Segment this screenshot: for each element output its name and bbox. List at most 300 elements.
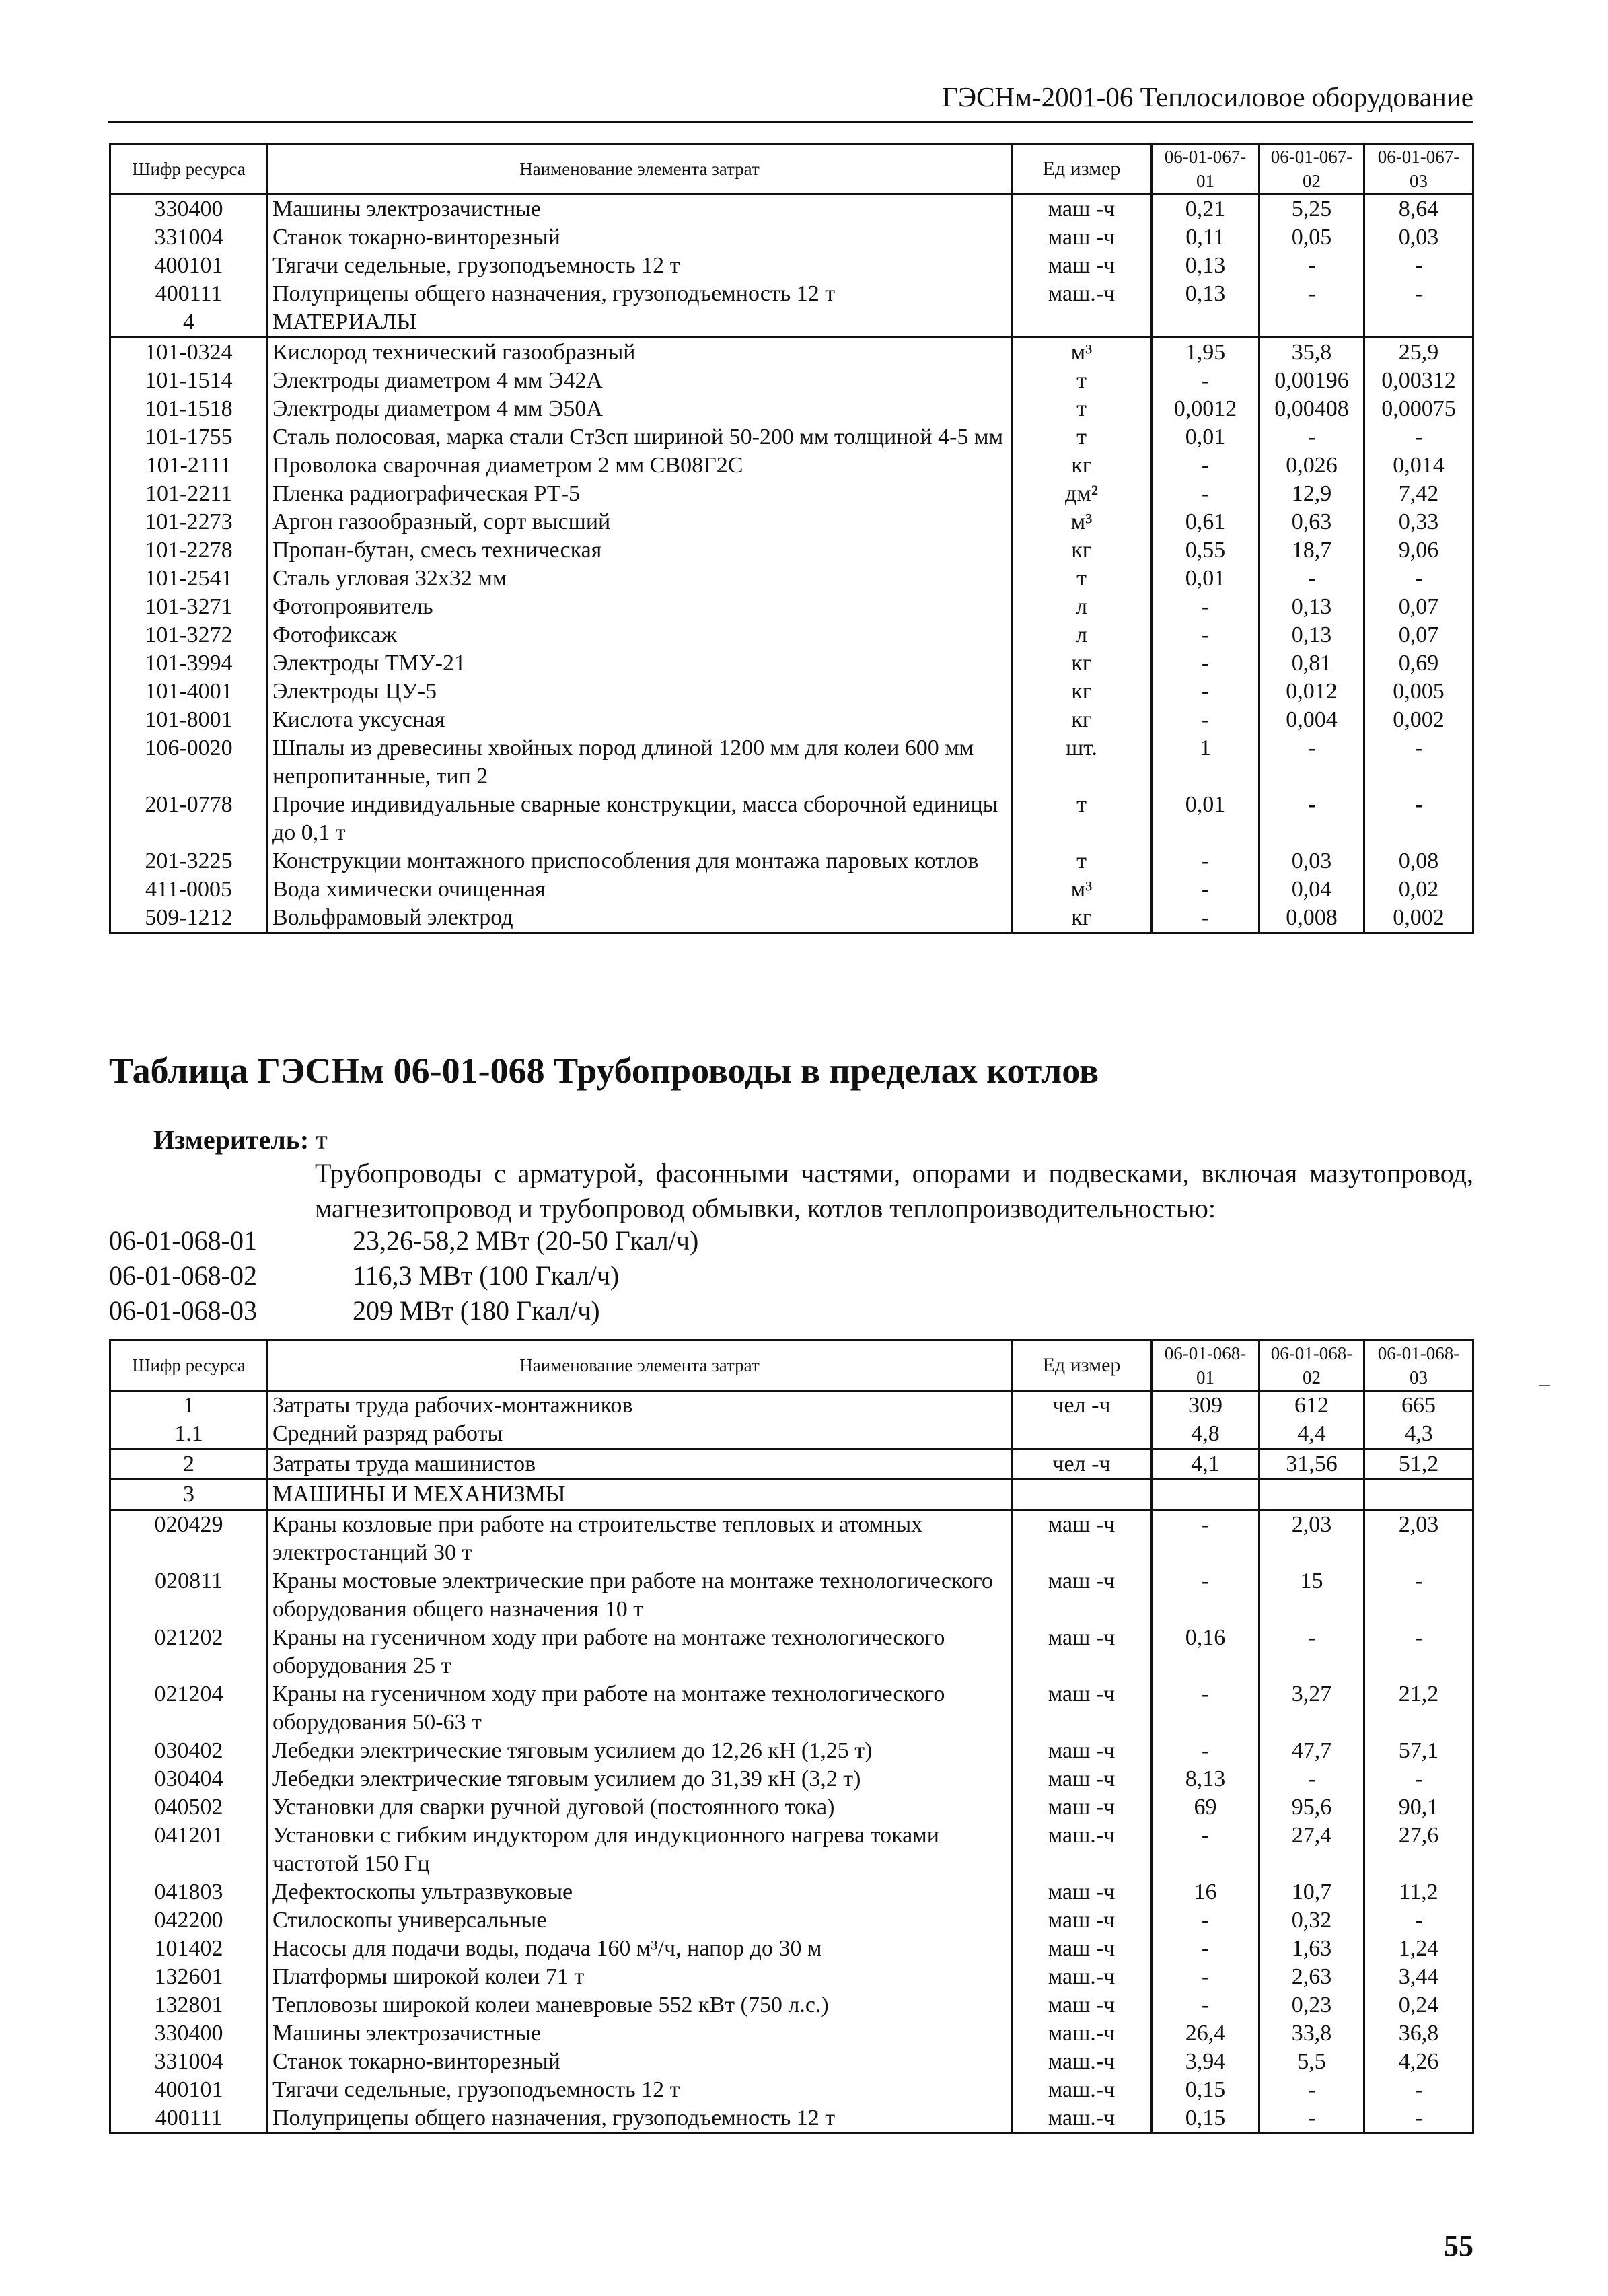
resource-name: Затраты труда машинистов xyxy=(268,1449,1012,1480)
resource-unit: т xyxy=(1012,565,1152,593)
value-variant-3: - xyxy=(1364,1906,1473,1935)
resource-unit: м³ xyxy=(1012,875,1152,904)
value-variant-3: 90,1 xyxy=(1364,1793,1473,1822)
resource-name: Конструкции монтажного приспособления для монтажа паровых котлов xyxy=(268,847,1012,875)
table-body xyxy=(110,194,1473,933)
value-variant-2: 0,81 xyxy=(1259,649,1364,678)
table-row xyxy=(110,2104,1473,2134)
resource-unit: маш.-ч xyxy=(1012,1822,1152,1878)
resource-name: Полуприцепы общего назначения, грузоподъемность 12 т xyxy=(268,280,1012,308)
value-variant-2: 35,8 xyxy=(1259,338,1364,367)
value-variant-2: 10,7 xyxy=(1259,1878,1364,1906)
resource-code: 101-0324 xyxy=(110,338,268,367)
value-variant-1: 8,13 xyxy=(1152,1765,1259,1793)
value-variant-1: 0,55 xyxy=(1152,536,1259,565)
table-row xyxy=(110,1737,1473,1765)
table-row xyxy=(110,649,1473,678)
resource-name: Фотофиксаж xyxy=(268,621,1012,649)
value-variant-1: 69 xyxy=(1152,1793,1259,1822)
value-variant-2: 0,008 xyxy=(1259,904,1364,933)
value-variant-2: - xyxy=(1259,252,1364,280)
value-variant-2: 15 xyxy=(1259,1567,1364,1624)
table-row xyxy=(110,904,1473,933)
value-variant-1: - xyxy=(1152,1567,1259,1624)
resource-unit: м³ xyxy=(1012,338,1152,367)
resource-name: Стилоскопы универсальные xyxy=(268,1906,1012,1935)
value-variant-3: 4,3 xyxy=(1364,1420,1473,1449)
resource-code: 400111 xyxy=(110,2104,268,2134)
value-variant-1: 26,4 xyxy=(1152,2019,1259,2048)
col-head-variant-3: 06-01-067-03 xyxy=(1364,144,1473,194)
resource-unit: маш -ч xyxy=(1012,223,1152,252)
resource-unit: маш -ч xyxy=(1012,1737,1152,1765)
resource-name: Кислота уксусная xyxy=(268,706,1012,734)
value-variant-3: - xyxy=(1364,565,1473,593)
value-variant-2: - xyxy=(1259,1624,1364,1680)
resource-code: 101-2111 xyxy=(110,452,268,480)
resource-name: Вольфрамовый электрод xyxy=(268,904,1012,933)
resource-unit: маш -ч xyxy=(1012,1765,1152,1793)
col-head-code: Шифр ресурса xyxy=(110,1340,268,1391)
resource-unit: маш -ч xyxy=(1012,1567,1152,1624)
resource-name: МАТЕРИАЛЫ xyxy=(268,308,1012,338)
table-row xyxy=(110,1680,1473,1737)
table-row xyxy=(110,252,1473,280)
value-variant-3: 0,002 xyxy=(1364,706,1473,734)
resource-unit: маш -ч xyxy=(1012,1624,1152,1680)
resource-unit: маш.-ч xyxy=(1012,280,1152,308)
value-variant-1: 16 xyxy=(1152,1878,1259,1906)
value-variant-3: 25,9 xyxy=(1364,338,1473,367)
variant-code: 06-01-068-01 xyxy=(109,1225,257,1256)
variant-code: 06-01-068-03 xyxy=(109,1295,257,1326)
value-variant-2: 0,63 xyxy=(1259,508,1364,536)
value-variant-1: 0,15 xyxy=(1152,2104,1259,2134)
value-variant-3: 0,33 xyxy=(1364,508,1473,536)
value-variant-2: 95,6 xyxy=(1259,1793,1364,1822)
resource-code: 4 xyxy=(110,308,268,338)
resource-name: Станок токарно-винторезный xyxy=(268,223,1012,252)
value-variant-1: - xyxy=(1152,367,1259,395)
value-variant-2: 0,03 xyxy=(1259,847,1364,875)
value-variant-2: 0,32 xyxy=(1259,1906,1364,1935)
value-variant-2: 27,4 xyxy=(1259,1822,1364,1878)
value-variant-2: - xyxy=(1259,565,1364,593)
resource-unit: шт. xyxy=(1012,734,1152,791)
resource-code: 101-1755 xyxy=(110,423,268,452)
table-row xyxy=(110,875,1473,904)
table-row xyxy=(110,1793,1473,1822)
value-variant-2: 0,00196 xyxy=(1259,367,1364,395)
value-variant-1: - xyxy=(1152,1680,1259,1737)
value-variant-1: 3,94 xyxy=(1152,2048,1259,2076)
resource-code: 101-2278 xyxy=(110,536,268,565)
variant-text: 209 МВт (180 Гкал/ч) xyxy=(353,1295,600,1326)
table-row xyxy=(110,1567,1473,1624)
table-row xyxy=(110,1906,1473,1935)
value-variant-2: 0,13 xyxy=(1259,593,1364,621)
resource-unit: т xyxy=(1012,395,1152,423)
resource-code: 1.1 xyxy=(110,1420,268,1449)
resource-name: Краны на гусеничном ходу при работе на монтаже технологического оборудования 25 т xyxy=(268,1624,1012,1680)
table-row xyxy=(110,847,1473,875)
variant-item xyxy=(109,1258,698,1293)
value-variant-1: - xyxy=(1152,1906,1259,1935)
resource-code: 331004 xyxy=(110,2048,268,2076)
value-variant-2: 47,7 xyxy=(1259,1737,1364,1765)
value-variant-2: 0,04 xyxy=(1259,875,1364,904)
value-variant-3: 0,00312 xyxy=(1364,367,1473,395)
resource-unit: маш -ч xyxy=(1012,1680,1152,1737)
table-row xyxy=(110,1624,1473,1680)
table-row xyxy=(110,423,1473,452)
value-variant-2: - xyxy=(1259,2076,1364,2104)
value-variant-1: - xyxy=(1152,1510,1259,1568)
value-variant-1: - xyxy=(1152,452,1259,480)
resource-name: Краны козловые при работе на строительстве тепловых и атомных электростанций 30 т xyxy=(268,1510,1012,1568)
resource-name: Сталь угловая 32х32 мм xyxy=(268,565,1012,593)
col-head-code: Шифр ресурса xyxy=(110,144,268,194)
value-variant-1: 0,15 xyxy=(1152,2076,1259,2104)
resource-code: 400111 xyxy=(110,280,268,308)
resource-code: 132601 xyxy=(110,1963,268,1991)
col-head-variant-1: 06-01-067-01 xyxy=(1152,144,1259,194)
resource-unit: кг xyxy=(1012,536,1152,565)
value-variant-2: 33,8 xyxy=(1259,2019,1364,2048)
measure-unit xyxy=(153,1124,328,1155)
value-variant-3: 9,06 xyxy=(1364,536,1473,565)
variant-text: 116,3 МВт (100 Гкал/ч) xyxy=(353,1260,620,1291)
table-row xyxy=(110,2048,1473,2076)
resource-name: Краны мостовые электрические при работе на монтаже технологического оборудования общего назначения 10 т xyxy=(268,1567,1012,1624)
value-variant-1: 0,21 xyxy=(1152,194,1259,224)
variant-code: 06-01-068-02 xyxy=(109,1260,257,1291)
resource-unit: т xyxy=(1012,367,1152,395)
resource-name: Тягачи седельные, грузоподъемность 12 т xyxy=(268,2076,1012,2104)
value-variant-3: 51,2 xyxy=(1364,1449,1473,1480)
resource-code: 1 xyxy=(110,1391,268,1421)
table-row xyxy=(110,194,1473,224)
table-row xyxy=(110,1391,1473,1421)
table-row xyxy=(110,280,1473,308)
value-variant-2: 2,03 xyxy=(1259,1510,1364,1568)
value-variant-1: 1,95 xyxy=(1152,338,1259,367)
value-variant-1 xyxy=(1152,1480,1259,1510)
variant-list xyxy=(109,1223,698,1328)
value-variant-1: 0,13 xyxy=(1152,280,1259,308)
value-variant-2: - xyxy=(1259,791,1364,847)
value-variant-2: - xyxy=(1259,2104,1364,2134)
measure-label: Измеритель: xyxy=(153,1124,309,1155)
resource-unit: чел -ч xyxy=(1012,1391,1152,1421)
value-variant-3: 0,00075 xyxy=(1364,395,1473,423)
resource-unit: кг xyxy=(1012,452,1152,480)
resource-unit: маш -ч xyxy=(1012,252,1152,280)
value-variant-3: 2,03 xyxy=(1364,1510,1473,1568)
resource-name: Платформы широкой колеи 71 т xyxy=(268,1963,1012,1991)
table-row xyxy=(110,223,1473,252)
resource-name: Дефектоскопы ультразвуковые xyxy=(268,1878,1012,1906)
value-variant-2: 12,9 xyxy=(1259,480,1364,508)
resource-unit: маш -ч xyxy=(1012,1878,1152,1906)
col-head-unit: Ед измер xyxy=(1012,1340,1152,1391)
value-variant-2: 0,012 xyxy=(1259,678,1364,706)
resource-code: 132801 xyxy=(110,1991,268,2019)
value-variant-1: 0,16 xyxy=(1152,1624,1259,1680)
value-variant-1: 0,0012 xyxy=(1152,395,1259,423)
resource-code: 3 xyxy=(110,1480,268,1510)
resource-code: 331004 xyxy=(110,223,268,252)
resource-code: 021202 xyxy=(110,1624,268,1680)
value-variant-2: 2,63 xyxy=(1259,1963,1364,1991)
resource-unit: маш -ч xyxy=(1012,1935,1152,1963)
resource-name: Кислород технический газообразный xyxy=(268,338,1012,367)
col-head-variant-3: 06-01-068-03 xyxy=(1364,1340,1473,1391)
value-variant-1: - xyxy=(1152,1991,1259,2019)
table-row xyxy=(110,1935,1473,1963)
value-variant-3: 7,42 xyxy=(1364,480,1473,508)
resource-unit: маш -ч xyxy=(1012,1991,1152,2019)
table-row xyxy=(110,791,1473,847)
value-variant-1: 0,13 xyxy=(1152,252,1259,280)
value-variant-2 xyxy=(1259,308,1364,338)
resource-name: Электроды ТМУ-21 xyxy=(268,649,1012,678)
table-row xyxy=(110,308,1473,338)
resource-name: Пленка радиографическая РТ-5 xyxy=(268,480,1012,508)
table-row xyxy=(110,480,1473,508)
value-variant-1 xyxy=(1152,308,1259,338)
value-variant-3: 0,002 xyxy=(1364,904,1473,933)
resource-code: 400101 xyxy=(110,2076,268,2104)
resource-code: 101-8001 xyxy=(110,706,268,734)
resource-code: 101-1518 xyxy=(110,395,268,423)
table-row xyxy=(110,706,1473,734)
resource-unit: т xyxy=(1012,847,1152,875)
value-variant-3: 0,69 xyxy=(1364,649,1473,678)
work-description: Трубопроводы с арматурой, фасонными частями, опорами и подвесками, включая мазутопровод, магнезитопровод и трубопровод обмывки, котлов теплопроизводительностью: xyxy=(315,1158,1473,1223)
value-variant-2: 3,27 xyxy=(1259,1680,1364,1737)
value-variant-2: 4,4 xyxy=(1259,1420,1364,1449)
value-variant-1: - xyxy=(1152,1822,1259,1878)
value-variant-2: 0,026 xyxy=(1259,452,1364,480)
table-row xyxy=(110,1420,1473,1449)
table-row xyxy=(110,593,1473,621)
resource-unit: т xyxy=(1012,423,1152,452)
value-variant-3: 8,64 xyxy=(1364,194,1473,224)
resource-unit: маш.-ч xyxy=(1012,2076,1152,2104)
value-variant-1: - xyxy=(1152,621,1259,649)
value-variant-3: - xyxy=(1364,1624,1473,1680)
resource-name: Электроды диаметром 4 мм Э42А xyxy=(268,367,1012,395)
measure-value: т xyxy=(316,1124,328,1155)
resource-code: 2 xyxy=(110,1449,268,1480)
margin-mark xyxy=(1539,1385,1550,1386)
value-variant-1: 0,01 xyxy=(1152,423,1259,452)
value-variant-1: 309 xyxy=(1152,1391,1259,1421)
value-variant-3: 0,005 xyxy=(1364,678,1473,706)
value-variant-3: 0,07 xyxy=(1364,593,1473,621)
table-row xyxy=(110,1991,1473,2019)
table-row xyxy=(110,1480,1473,1510)
resource-name: Электроды диаметром 4 мм Э50А xyxy=(268,395,1012,423)
value-variant-3: - xyxy=(1364,2076,1473,2104)
table-header-row xyxy=(110,144,1473,194)
resource-name: Электроды ЦУ-5 xyxy=(268,678,1012,706)
resource-name: Проволока сварочная диаметром 2 мм СВ08Г2С xyxy=(268,452,1012,480)
resource-unit: маш -ч xyxy=(1012,194,1152,224)
resource-code: 020811 xyxy=(110,1567,268,1624)
resource-code: 101402 xyxy=(110,1935,268,1963)
value-variant-3: 11,2 xyxy=(1364,1878,1473,1906)
value-variant-1: - xyxy=(1152,1737,1259,1765)
resource-code: 201-3225 xyxy=(110,847,268,875)
value-variant-3: 0,07 xyxy=(1364,621,1473,649)
resource-name: Фотопроявитель xyxy=(268,593,1012,621)
table-row xyxy=(110,1963,1473,1991)
table-row xyxy=(110,1878,1473,1906)
resource-unit: маш.-ч xyxy=(1012,2104,1152,2134)
value-variant-2: 0,004 xyxy=(1259,706,1364,734)
resource-name: Лебедки электрические тяговым усилием до 12,26 кН (1,25 т) xyxy=(268,1737,1012,1765)
resource-code: 101-2211 xyxy=(110,480,268,508)
value-variant-1: - xyxy=(1152,649,1259,678)
resource-code: 101-4001 xyxy=(110,678,268,706)
value-variant-1: 4,1 xyxy=(1152,1449,1259,1480)
col-head-variant-2: 06-01-068-02 xyxy=(1259,1340,1364,1391)
value-variant-3: 0,08 xyxy=(1364,847,1473,875)
variant-item xyxy=(109,1293,698,1328)
resource-name: Сталь полосовая, марка стали Ст3сп шириной 50-200 мм толщиной 4-5 мм xyxy=(268,423,1012,452)
resource-name: Тепловозы широкой колеи маневровые 552 кВт (750 л.с.) xyxy=(268,1991,1012,2019)
resource-unit: маш -ч xyxy=(1012,1510,1152,1568)
resource-code: 330400 xyxy=(110,194,268,224)
table-row xyxy=(110,621,1473,649)
resource-name: Тягачи седельные, грузоподъемность 12 т xyxy=(268,252,1012,280)
col-head-variant-2: 06-01-067-02 xyxy=(1259,144,1364,194)
resource-unit: кг xyxy=(1012,706,1152,734)
value-variant-3: - xyxy=(1364,734,1473,791)
resource-code: 101-3994 xyxy=(110,649,268,678)
value-variant-3: 36,8 xyxy=(1364,2019,1473,2048)
resource-unit: л xyxy=(1012,621,1152,649)
value-variant-3: 0,24 xyxy=(1364,1991,1473,2019)
value-variant-2: 0,00408 xyxy=(1259,395,1364,423)
value-variant-3: 57,1 xyxy=(1364,1737,1473,1765)
table-row xyxy=(110,1510,1473,1568)
value-variant-3: - xyxy=(1364,791,1473,847)
table-row xyxy=(110,452,1473,480)
resource-code: 042200 xyxy=(110,1906,268,1935)
value-variant-1: - xyxy=(1152,1935,1259,1963)
value-variant-3: - xyxy=(1364,280,1473,308)
resource-unit: маш.-ч xyxy=(1012,2019,1152,2048)
page-number: 55 xyxy=(1444,2229,1473,2262)
value-variant-1: 0,11 xyxy=(1152,223,1259,252)
resource-unit: маш -ч xyxy=(1012,1906,1152,1935)
resource-unit: чел -ч xyxy=(1012,1449,1152,1480)
value-variant-1: - xyxy=(1152,706,1259,734)
table-row xyxy=(110,678,1473,706)
table-row xyxy=(110,367,1473,395)
table-row xyxy=(110,1765,1473,1793)
value-variant-2: - xyxy=(1259,423,1364,452)
value-variant-1: - xyxy=(1152,1963,1259,1991)
resource-code: 330400 xyxy=(110,2019,268,2048)
value-variant-1: 1 xyxy=(1152,734,1259,791)
resource-name: МАШИНЫ И МЕХАНИЗМЫ xyxy=(268,1480,1012,1510)
value-variant-2: 0,13 xyxy=(1259,621,1364,649)
resource-code: 411-0005 xyxy=(110,875,268,904)
resource-table-067 xyxy=(109,143,1474,934)
resource-name: Краны на гусеничном ходу при работе на монтаже технологического оборудования 50-63 т xyxy=(268,1680,1012,1737)
header-rule xyxy=(108,121,1473,123)
resource-code: 509-1212 xyxy=(110,904,268,933)
resource-name: Машины электрозачистные xyxy=(268,194,1012,224)
resource-code: 106-0020 xyxy=(110,734,268,791)
resource-code: 021204 xyxy=(110,1680,268,1737)
value-variant-3: - xyxy=(1364,1765,1473,1793)
table-row xyxy=(110,1449,1473,1480)
value-variant-2: 5,5 xyxy=(1259,2048,1364,2076)
value-variant-2: 0,05 xyxy=(1259,223,1364,252)
resource-unit: кг xyxy=(1012,649,1152,678)
table-row xyxy=(110,508,1473,536)
resource-name: Пропан-бутан, смесь техническая xyxy=(268,536,1012,565)
variant-item xyxy=(109,1223,698,1258)
value-variant-3: 1,24 xyxy=(1364,1935,1473,1963)
resource-name: Лебедки электрические тяговым усилием до 31,39 кН (3,2 т) xyxy=(268,1765,1012,1793)
value-variant-3: - xyxy=(1364,2104,1473,2134)
value-variant-2: 18,7 xyxy=(1259,536,1364,565)
resource-code: 041201 xyxy=(110,1822,268,1878)
resource-unit: л xyxy=(1012,593,1152,621)
value-variant-1: 4,8 xyxy=(1152,1420,1259,1449)
value-variant-1: 0,01 xyxy=(1152,565,1259,593)
resource-table-068 xyxy=(109,1339,1474,2134)
value-variant-2: 0,23 xyxy=(1259,1991,1364,2019)
table-title: Таблица ГЭСНм 06-01-068 Трубопроводы в пределах котлов xyxy=(109,1050,1099,1091)
resource-unit: маш.-ч xyxy=(1012,1963,1152,1991)
resource-code: 030404 xyxy=(110,1765,268,1793)
resource-name: Полуприцепы общего назначения, грузоподъемность 12 т xyxy=(268,2104,1012,2134)
value-variant-3: - xyxy=(1364,1567,1473,1624)
resource-name: Установки для сварки ручной дуговой (постоянного тока) xyxy=(268,1793,1012,1822)
resource-code: 020429 xyxy=(110,1510,268,1568)
resource-name: Прочие индивидуальные сварные конструкции, масса сборочной единицы до 0,1 т xyxy=(268,791,1012,847)
col-head-unit: Ед измер xyxy=(1012,144,1152,194)
value-variant-3: 0,03 xyxy=(1364,223,1473,252)
resource-name: Средний разряд работы xyxy=(268,1420,1012,1449)
resource-unit: маш.-ч xyxy=(1012,2048,1152,2076)
resource-code: 041803 xyxy=(110,1878,268,1906)
resource-code: 101-1514 xyxy=(110,367,268,395)
value-variant-1: - xyxy=(1152,875,1259,904)
resource-unit: кг xyxy=(1012,904,1152,933)
col-head-name: Наименование элемента затрат xyxy=(268,144,1012,194)
table-row xyxy=(110,734,1473,791)
resource-unit xyxy=(1012,1420,1152,1449)
value-variant-3: 3,44 xyxy=(1364,1963,1473,1991)
value-variant-1: - xyxy=(1152,678,1259,706)
resource-name: Шпалы из древесины хвойных пород длиной 1200 мм для колеи 600 мм непропитанные, тип 2 xyxy=(268,734,1012,791)
resource-code: 101-2273 xyxy=(110,508,268,536)
value-variant-2: - xyxy=(1259,734,1364,791)
resource-code: 040502 xyxy=(110,1793,268,1822)
resource-name: Аргон газообразный, сорт высший xyxy=(268,508,1012,536)
resource-name: Насосы для подачи воды, подача 160 м³/ч, напор до 30 м xyxy=(268,1935,1012,1963)
value-variant-2: 1,63 xyxy=(1259,1935,1364,1963)
table-row xyxy=(110,2076,1473,2104)
